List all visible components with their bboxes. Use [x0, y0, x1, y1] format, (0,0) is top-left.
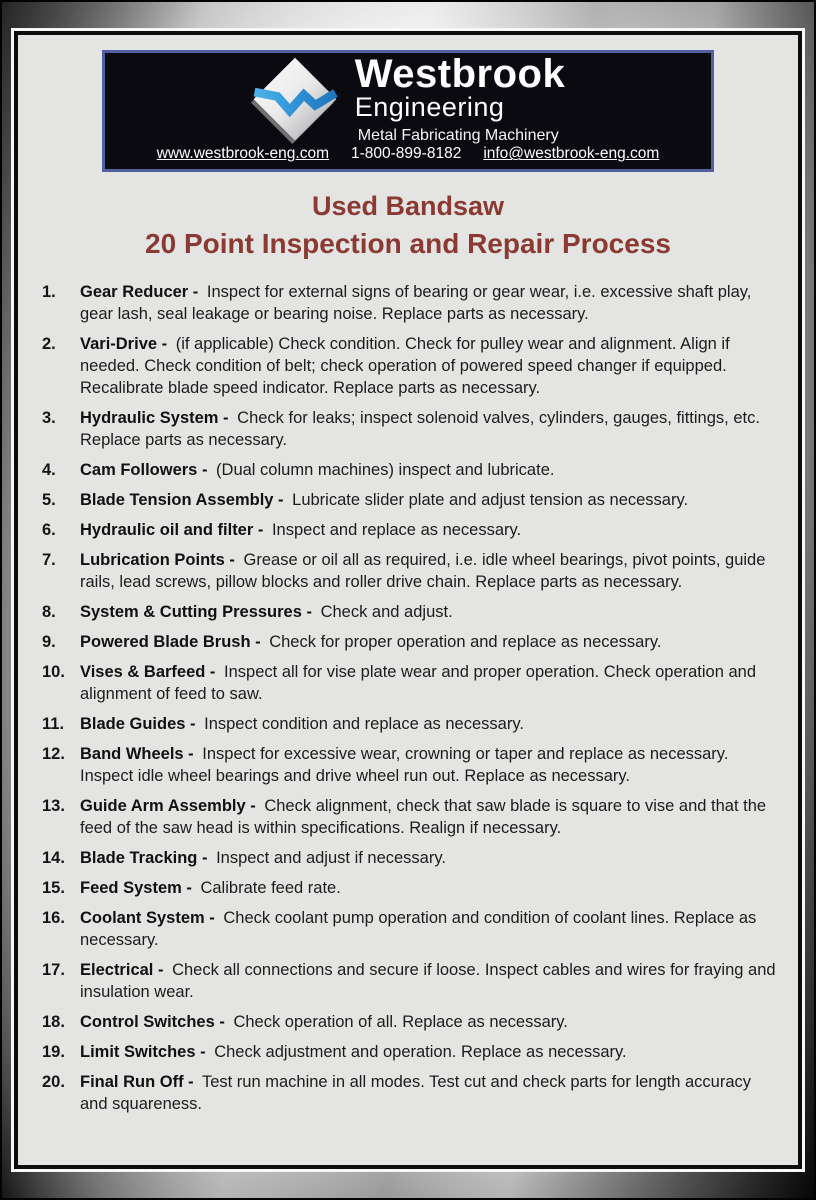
list-item: [42, 743, 776, 787]
item-desc: Inspect and replace as necessary.: [271, 520, 522, 539]
list-item: [42, 333, 776, 399]
page-title-line1: Used Bandsaw: [311, 191, 505, 221]
item-desc: Inspect all for vise plate wear and proper operation. Check operation and alignment of feed to saw.: [80, 662, 757, 703]
item-title: Vises & Barfeed -: [80, 662, 216, 681]
item-number: 15.: [42, 878, 65, 897]
item-text: [80, 1041, 776, 1063]
banner-contact-row: [105, 145, 711, 170]
item-number: 17.: [42, 960, 65, 979]
item-desc: Inspect and adjust if necessary.: [216, 848, 446, 867]
list-item: [42, 1011, 776, 1033]
item-desc: Check coolant pump operation and condition of coolant lines. Replace as necessary.: [80, 908, 757, 949]
list-item: [42, 281, 776, 325]
item-desc: Check operation of all. Replace as necessary.: [233, 1012, 568, 1031]
item-text: [80, 333, 776, 399]
item-number: 2.: [42, 334, 56, 353]
item-title: Blade Guides -: [80, 714, 196, 733]
item-text: [80, 631, 776, 653]
item-text: [80, 519, 776, 541]
brand-block: [354, 52, 566, 145]
item-title: Hydraulic System -: [80, 408, 229, 427]
item-number: 9.: [42, 632, 56, 651]
item-text: [80, 281, 776, 325]
item-desc: Grease or oil all as required, i.e. idle wheel bearings, pivot points, guide rails, lead screws, pillow blocks and roller drive chain. Replace parts as necessary.: [80, 550, 766, 591]
item-number: 8.: [42, 602, 56, 621]
item-title: Final Run Off -: [80, 1072, 194, 1091]
item-title: Blade Tension Assembly -: [80, 490, 284, 509]
item-text: [80, 795, 776, 839]
item-title: Blade Tracking -: [80, 848, 208, 867]
item-number: 20.: [42, 1072, 65, 1091]
item-title: Limit Switches -: [80, 1042, 206, 1061]
item-number: 1.: [42, 282, 56, 301]
item-desc: Check for proper operation and replace as necessary.: [269, 632, 662, 651]
item-desc: Lubricate slider plate and adjust tension as necessary.: [292, 490, 689, 509]
frame-inner-white-line: [11, 28, 805, 1172]
inspection-list: [42, 281, 776, 1115]
item-text: [80, 847, 776, 869]
item-desc: Inspect condition and replace as necessary.: [204, 714, 524, 733]
item-text: [80, 907, 776, 951]
list-item: [42, 549, 776, 593]
item-text: [80, 661, 776, 705]
item-desc: Check adjustment and operation. Replace as necessary.: [214, 1042, 627, 1061]
item-text: [80, 549, 776, 593]
list-item: [42, 489, 776, 511]
list-item: [42, 795, 776, 839]
list-item: [42, 907, 776, 951]
westbrook-logo-icon: [251, 56, 339, 144]
item-number: 6.: [42, 520, 56, 539]
item-text: [80, 1011, 776, 1033]
item-title: System & Cutting Pressures -: [80, 602, 312, 621]
item-text: [80, 1071, 776, 1115]
list-item: [42, 661, 776, 705]
item-text: [80, 877, 776, 899]
item-desc: (if applicable) Check condition. Check for pulley wear and alignment. Align if needed. Check condition of belt; check operation of powered speed changer if equipped. Recalibrate blade speed indicator. Replace parts as necessary.: [80, 334, 730, 397]
item-text: [80, 459, 776, 481]
item-desc: Check and adjust.: [320, 602, 453, 621]
item-title: Electrical -: [80, 960, 164, 979]
list-item: [42, 601, 776, 623]
item-number: 19.: [42, 1042, 65, 1061]
item-desc: Inspect for external signs of bearing or gear wear, i.e. excessive shaft play, gear lash, seal leakage or bearing noise. Replace parts as necessary.: [80, 282, 752, 323]
item-desc: Test run machine in all modes. Test cut and check parts for length accuracy and squareness.: [80, 1072, 752, 1113]
item-title: Band Wheels -: [80, 744, 194, 763]
email-link[interactable]: info@westbrook-eng.com: [483, 145, 660, 163]
item-title: Cam Followers -: [80, 460, 208, 479]
brand-tagline: Metal Fabricating Machinery: [357, 127, 559, 145]
item-text: [80, 959, 776, 1003]
item-number: 16.: [42, 908, 65, 927]
list-item: [42, 407, 776, 451]
list-item: [42, 877, 776, 899]
item-number: 7.: [42, 550, 56, 569]
website-link[interactable]: www.westbrook-eng.com: [156, 145, 329, 163]
item-desc: Calibrate feed rate.: [200, 878, 341, 897]
brand-subname: Engineering: [354, 92, 505, 122]
page-background: [18, 35, 798, 1165]
list-item: [42, 959, 776, 1003]
item-text: [80, 601, 776, 623]
item-text: [80, 743, 776, 787]
brand-name: Westbrook: [354, 52, 566, 96]
item-title: Lubrication Points -: [80, 550, 235, 569]
item-text: [80, 407, 776, 451]
banner-main: [105, 53, 711, 145]
frame-inner-black-line: [14, 31, 802, 1169]
item-text: [80, 489, 776, 511]
item-title: Control Switches -: [80, 1012, 225, 1031]
item-title: Gear Reducer -: [80, 282, 199, 301]
list-item: [42, 459, 776, 481]
item-title: Powered Blade Brush -: [80, 632, 261, 651]
page-title-line2: 20 Point Inspection and Repair Process: [145, 228, 671, 260]
item-desc: Check for leaks; inspect solenoid valves, cylinders, gauges, fittings, etc. Replace parts as necessary.: [80, 408, 760, 449]
header-banner: [102, 50, 714, 172]
item-title: Vari-Drive -: [80, 334, 168, 353]
item-number: 5.: [42, 490, 56, 509]
item-title: Coolant System -: [80, 908, 215, 927]
item-title: Guide Arm Assembly -: [80, 796, 256, 815]
list-item: [42, 1071, 776, 1115]
item-desc: Check alignment, check that saw blade is square to vise and that the feed of the saw head is within specifications. Realign if necessary.: [80, 796, 767, 837]
phone-number: 1-800-899-8182: [351, 145, 462, 163]
item-number: 14.: [42, 848, 65, 867]
item-desc: Check all connections and secure if loose. Inspect cables and wires for fraying and insulation wear.: [80, 960, 776, 1001]
item-number: 10.: [42, 662, 65, 681]
item-number: 4.: [42, 460, 56, 479]
item-number: 13.: [42, 796, 65, 815]
item-number: 12.: [42, 744, 65, 763]
item-desc: (Dual column machines) inspect and lubricate.: [216, 460, 555, 479]
list-item: [42, 713, 776, 735]
item-number: 3.: [42, 408, 56, 427]
item-title: Feed System -: [80, 878, 192, 897]
list-item: [42, 1041, 776, 1063]
item-desc: Inspect for excessive wear, crowning or taper and replace as necessary. Inspect idle wheel bearings and drive wheel run out. Replace as necessary.: [80, 744, 729, 785]
list-item: [42, 519, 776, 541]
page-title: [18, 188, 798, 264]
item-title: Hydraulic oil and filter -: [80, 520, 264, 539]
item-text: [80, 713, 776, 735]
item-number: 11.: [42, 714, 65, 733]
list-item: [42, 847, 776, 869]
list-item: [42, 631, 776, 653]
item-number: 18.: [42, 1012, 65, 1031]
